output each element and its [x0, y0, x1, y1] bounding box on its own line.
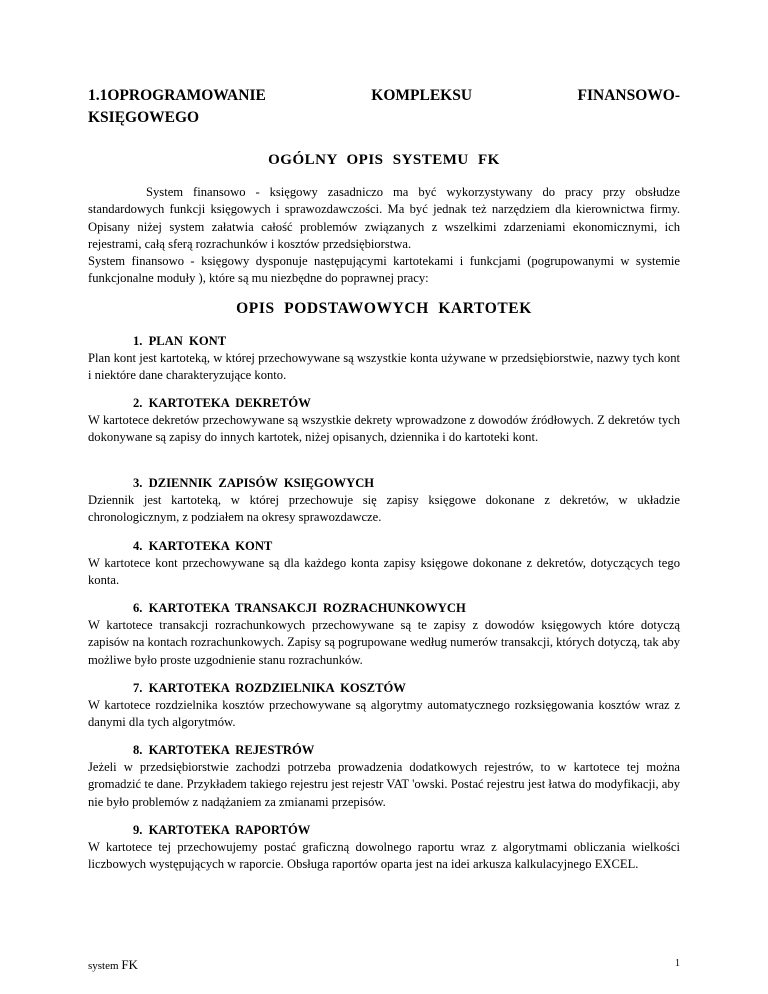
title-word-4: KSIĘGOWEGO	[88, 109, 200, 126]
intro-paragraph-2: System finansowo - księgowy dysponuje następującymi kartotekami i funkcjami (pogrupowanymi w systemie funkcjonalne moduły ), które są mu niezbędne do poprawnej pracy:	[88, 254, 680, 286]
section-text: W kartotece tej przechowujemy postać graficzną dowolnego raportu wraz z algorytmami obliczania wielkości liczbowych występujących w raporcie. Obsługa raportów oparta jest na idei arkusza kalkulacyjnego EXCEL.	[88, 840, 680, 872]
section-text: W kartotece kont przechowywane są dla każdego konta zapisy księgowe dokonane z dekretów, dotyczących tego konta.	[88, 556, 680, 588]
section-heading: 7. KARTOTEKA ROZDZIELNIKA KOSZTÓW	[133, 681, 406, 695]
section-heading: 4. KARTOTEKA KONT	[133, 539, 273, 553]
section-rozdzielnik-kosztow	[88, 680, 680, 732]
title-word-3: FINANSOWO-	[577, 87, 680, 104]
footer-fk: FK	[121, 957, 138, 972]
section-text: W kartotece rozdzielnika kosztów przechowywane są algorytmy automatycznego rozksięgowania kosztów wraz z danymi dla tych algorytmów.	[88, 698, 680, 730]
section-text: W kartotece transakcji rozrachunkowych przechowywane są te zapisy z dowodów księgowych które dotyczą zapisów na kontach rozrachunkowych. Zapisy są pogrupowane według numerów transakcji, których dotyczą, tak aby możliwe było proste uzgodnienie stanu rozrachunków.	[88, 618, 680, 667]
section-text: Dziennik jest kartoteką, w której przechowuje się zapisy księgowe dokonane z dekretów, w układzie chronologicznym, z podziałem na okresy sprawozdawcze.	[88, 493, 680, 525]
document-title	[88, 85, 680, 129]
section-title: OPIS PODSTAWOWYCH KARTOTEK	[236, 300, 532, 317]
section-kartoteka-raportow	[88, 822, 680, 874]
section-heading: 6. KARTOTEKA TRANSAKCJI ROZRACHUNKOWYCH	[133, 601, 466, 615]
intro-paragraph-1: System finansowo - księgowy zasadniczo ma być wykorzystywany do pracy przy obsłudze standardowych funkcji księgowych i sprawozdawczości. Ma być jednak też narzędziem dla kierownictwa firmy. Opisany niżej system załatwia całość problemów związanych z wszelkimi zdarzeniami ekonomicznymi, ich rejestrami, całą sferą rozrachunków i kosztów przedsiębiorstwa.	[88, 185, 680, 251]
section-transakcje-rozrachunkowe	[88, 600, 680, 669]
footer-system-label	[88, 957, 138, 973]
section-heading: 2. KARTOTEKA DEKRETÓW	[133, 396, 311, 410]
page-number: 1	[675, 958, 680, 969]
section-heading: 9. KARTOTEKA RAPORTÓW	[133, 823, 311, 837]
footer-prefix: system	[88, 960, 119, 972]
section-dziennik	[88, 475, 680, 527]
title-word-2: KOMPLEKSU	[371, 87, 473, 104]
section-text: Jeżeli w przedsiębiorstwie zachodzi potrzeba prowadzenia dodatkowych rejestrów, to w kartotece tej można gromadzić te dane. Przykładem takiego rejestru jest rejestr VAT 'owski. Postać rejestru jest łatwa do modyfikacji, aby nie było problemów z nadążaniem za zmianami przepisów.	[88, 760, 680, 809]
section-kartoteka-kont	[88, 538, 680, 590]
section-heading: 8. KARTOTEKA REJESTRÓW	[133, 743, 315, 757]
title-word-1: 1.1OPROGRAMOWANIE	[88, 87, 266, 104]
section-text: Plan kont jest kartoteką, w której przechowywane są wszystkie konta używane w przedsiębiorstwie, nazwy tych kont i niektóre dane charakteryzujące konto.	[88, 351, 680, 383]
section-kartoteka-dekretow	[88, 395, 680, 447]
section-text: W kartotece dekretów przechowywane są wszystkie dekrety wprowadzone z dowodów źródłowych. Z dekretów tych dokonywane są zapisy do innych kartotek, niżej opisanych, dziennika i do kartoteki kont.	[88, 413, 680, 445]
subtitle: OGÓLNY OPIS SYSTEMU FK	[268, 152, 500, 168]
section-kartoteka-rejestrow	[88, 742, 680, 811]
section-heading: 3. DZIENNIK ZAPISÓW KSIĘGOWYCH	[133, 476, 375, 490]
section-heading: 1. PLAN KONT	[133, 334, 227, 348]
intro-block	[88, 184, 680, 288]
section-plan-kont	[88, 333, 680, 385]
